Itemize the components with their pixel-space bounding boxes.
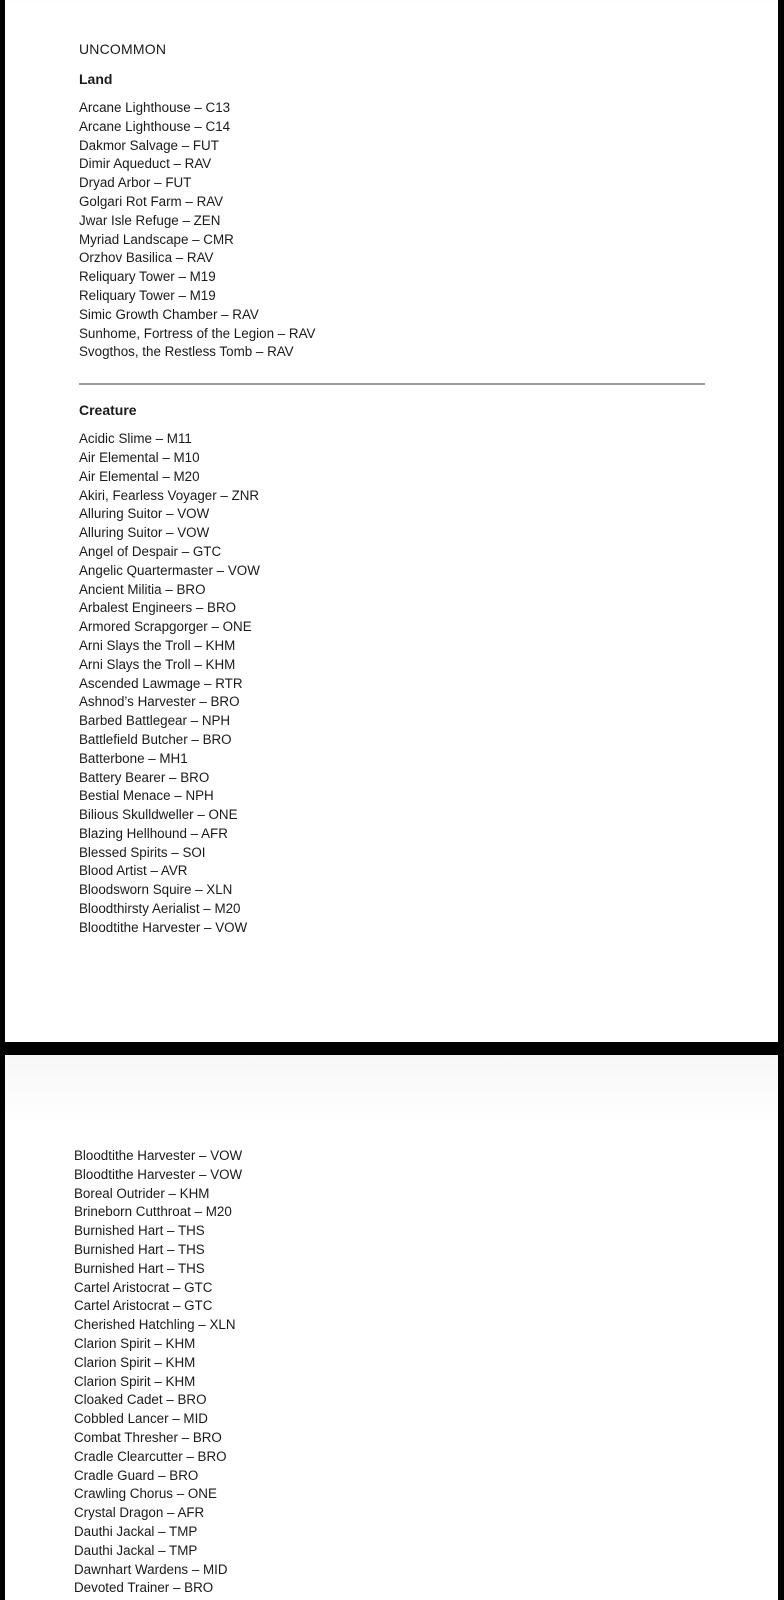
list-item: Orzhov Basilica – RAV — [79, 250, 214, 266]
list-item: Bloodtithe Harvester – VOW — [74, 1148, 243, 1163]
list-item: Burnished Hart – THS — [74, 1223, 205, 1239]
page-2-content — [74, 1147, 704, 1598]
list-item: Dawnhart Wardens – MID — [74, 1561, 228, 1577]
list-item: Alluring Suitor – VOW — [79, 525, 210, 541]
land-section-title: Land — [79, 71, 113, 87]
page-1-content — [79, 40, 709, 938]
list-item: Cobbled Lancer – MID — [74, 1411, 208, 1427]
list-item: Arcane Lighthouse – C13 — [79, 100, 231, 115]
list-item: Jwar Isle Refuge – ZEN — [79, 212, 221, 228]
land-list — [79, 99, 709, 362]
list-item: Blood Artist – AVR — [79, 863, 188, 879]
list-item: Clarion Spirit – KHM — [74, 1373, 196, 1389]
list-item: Air Elemental – M10 — [79, 449, 200, 465]
section-divider — [79, 383, 705, 385]
page-top-shade — [5, 0, 778, 6]
list-item: Acidic Slime – M11 — [79, 431, 192, 447]
list-item: Cartel Aristocrat – GTC — [74, 1298, 213, 1314]
list-item: Golgari Rot Farm – RAV — [79, 193, 224, 209]
list-item: Cherished Hatchling – XLN — [74, 1317, 236, 1333]
list-item: Akiri, Fearless Voyager – ZNR — [79, 487, 260, 503]
list-item: Reliquary Tower – M19 — [79, 269, 216, 285]
creature-list-continued — [74, 1147, 704, 1598]
list-item: Bloodthirsty Aerialist – M20 — [79, 901, 241, 917]
list-item: Bloodtithe Harvester – VOW — [74, 1166, 243, 1182]
list-item: Clarion Spirit – KHM — [74, 1335, 196, 1351]
list-item: Arni Slays the Troll – KHM — [79, 656, 236, 672]
list-item: Blazing Hellhound – AFR — [79, 825, 228, 841]
list-item: Burnished Hart – THS — [74, 1241, 205, 1257]
list-item: Devoted Trainer – BRO — [74, 1580, 214, 1596]
list-item: Angel of Despair – GTC — [79, 543, 222, 559]
document-page-1 — [5, 0, 778, 1042]
list-item: Arcane Lighthouse – C14 — [79, 118, 231, 134]
list-item: Batterbone – MH1 — [79, 750, 188, 766]
list-item: Dauthi Jackal – TMP — [74, 1523, 198, 1539]
list-item: Dauthi Jackal – TMP — [74, 1542, 198, 1558]
list-item: Armored Scrapgorger – ONE — [79, 619, 252, 635]
page-top-shade — [5, 1055, 778, 1125]
list-item: Myriad Landscape – CMR — [79, 231, 234, 247]
list-item: Dimir Aqueduct – RAV — [79, 156, 212, 172]
list-item: Arni Slays the Troll – KHM — [79, 637, 236, 653]
list-item: Ascended Lawmage – RTR — [79, 675, 243, 691]
list-item: Simic Growth Chamber – RAV — [79, 306, 259, 322]
list-item: Dryad Arbor – FUT — [79, 175, 192, 191]
list-item: Barbed Battlegear – NPH — [79, 713, 231, 729]
list-item: Cradle Guard – BRO — [74, 1467, 199, 1483]
list-item: Cartel Aristocrat – GTC — [74, 1279, 213, 1295]
list-item: Air Elemental – M20 — [79, 468, 200, 484]
list-item: Ashnod’s Harvester – BRO — [79, 694, 240, 710]
list-item: Burnished Hart – THS — [74, 1260, 205, 1276]
list-item: Ancient Militia – BRO — [79, 581, 206, 597]
list-item: Bestial Menace – NPH — [79, 788, 214, 804]
list-item: Battery Bearer – BRO — [79, 769, 210, 785]
list-item: Bloodsworn Squire – XLN — [79, 882, 233, 898]
list-item: Dakmor Salvage – FUT — [79, 137, 219, 153]
list-item: Crystal Dragon – AFR — [74, 1505, 205, 1521]
list-item: Clarion Spirit – KHM — [74, 1354, 196, 1370]
list-item: Boreal Outrider – KHM — [74, 1185, 210, 1201]
list-item: Crawling Chorus – ONE — [74, 1486, 217, 1502]
list-item: Sunhome, Fortress of the Legion – RAV — [79, 325, 316, 341]
list-item: Combat Thresher – BRO — [74, 1429, 222, 1445]
list-item: Angelic Quartermaster – VOW — [79, 562, 260, 578]
list-item: Reliquary Tower – M19 — [79, 287, 216, 303]
rarity-heading: UNCOMMON — [79, 41, 167, 57]
list-item: Cradle Clearcutter – BRO — [74, 1448, 227, 1464]
list-item: Bilious Skulldweller – ONE — [79, 807, 238, 823]
list-item: Arbalest Engineers – BRO — [79, 600, 237, 616]
list-item: Brineborn Cutthroat – M20 — [74, 1204, 232, 1220]
list-item: Svogthos, the Restless Tomb – RAV — [79, 344, 294, 360]
creature-list — [79, 430, 709, 938]
creature-section-title: Creature — [79, 402, 137, 419]
list-item: Bloodtithe Harvester – VOW — [79, 919, 248, 935]
list-item: Alluring Suitor – VOW — [79, 506, 210, 522]
list-item: Blessed Spirits – SOI — [79, 844, 206, 860]
list-item: Battlefield Butcher – BRO — [79, 731, 232, 747]
list-item: Cloaked Cadet – BRO — [74, 1392, 207, 1408]
